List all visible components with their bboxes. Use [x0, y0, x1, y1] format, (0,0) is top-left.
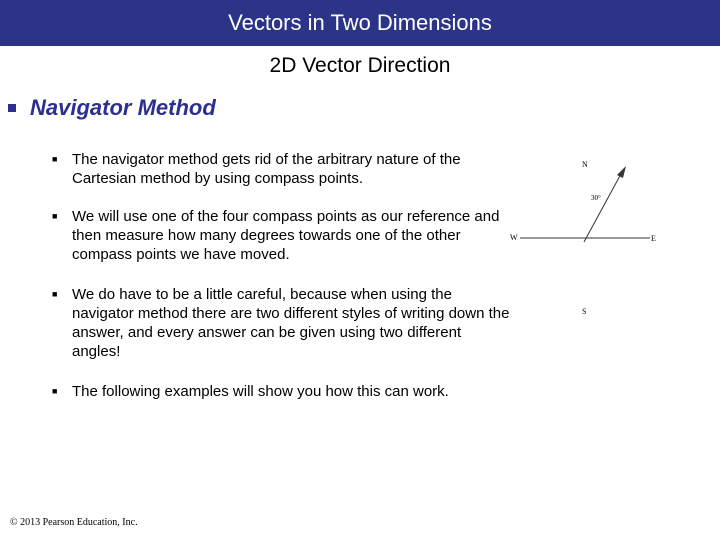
bullet-text: We will use one of the four compass points as our reference and then measure how many degrees towards one of the other compass points we have moved. [72, 208, 500, 263]
bullet-item [52, 150, 512, 188]
slide-subtitle: 2D Vector Direction [269, 54, 451, 77]
south-label: S [582, 307, 587, 316]
north-label: N [582, 160, 588, 169]
west-label: W [510, 233, 518, 242]
bullet-text: The following examples will show you how this can work. [72, 383, 449, 400]
bullet-text: The navigator method gets rid of the arbitrary nature of the Cartesian method by using compass points. [72, 151, 461, 187]
bullet-item [52, 382, 512, 401]
bullet-text: We do have to be a little careful, because when using the navigator method there are two different styles of writing down the answer, and every answer can be given using two different angles! [72, 286, 510, 360]
bullet-marker-icon: ■ [52, 211, 58, 221]
section-title: Navigator Method [30, 95, 216, 120]
bullet-marker-icon: ■ [52, 386, 58, 396]
compass-diagram [508, 150, 678, 330]
section-heading [8, 95, 216, 121]
copyright-footer: © 2013 Pearson Education, Inc. [10, 517, 138, 528]
east-label: E [651, 234, 656, 243]
square-bullet-icon [8, 104, 16, 112]
bullet-marker-icon: ■ [52, 154, 58, 164]
bullet-marker-icon: ■ [52, 289, 58, 299]
title-bar [0, 0, 720, 46]
slide-title: Vectors in Two Dimensions [228, 10, 492, 35]
vector-line [584, 172, 622, 242]
angle-label: 30° [591, 194, 601, 202]
bullet-item [52, 207, 512, 264]
vector-arrowhead-icon [617, 166, 626, 178]
bullet-item [52, 285, 512, 361]
